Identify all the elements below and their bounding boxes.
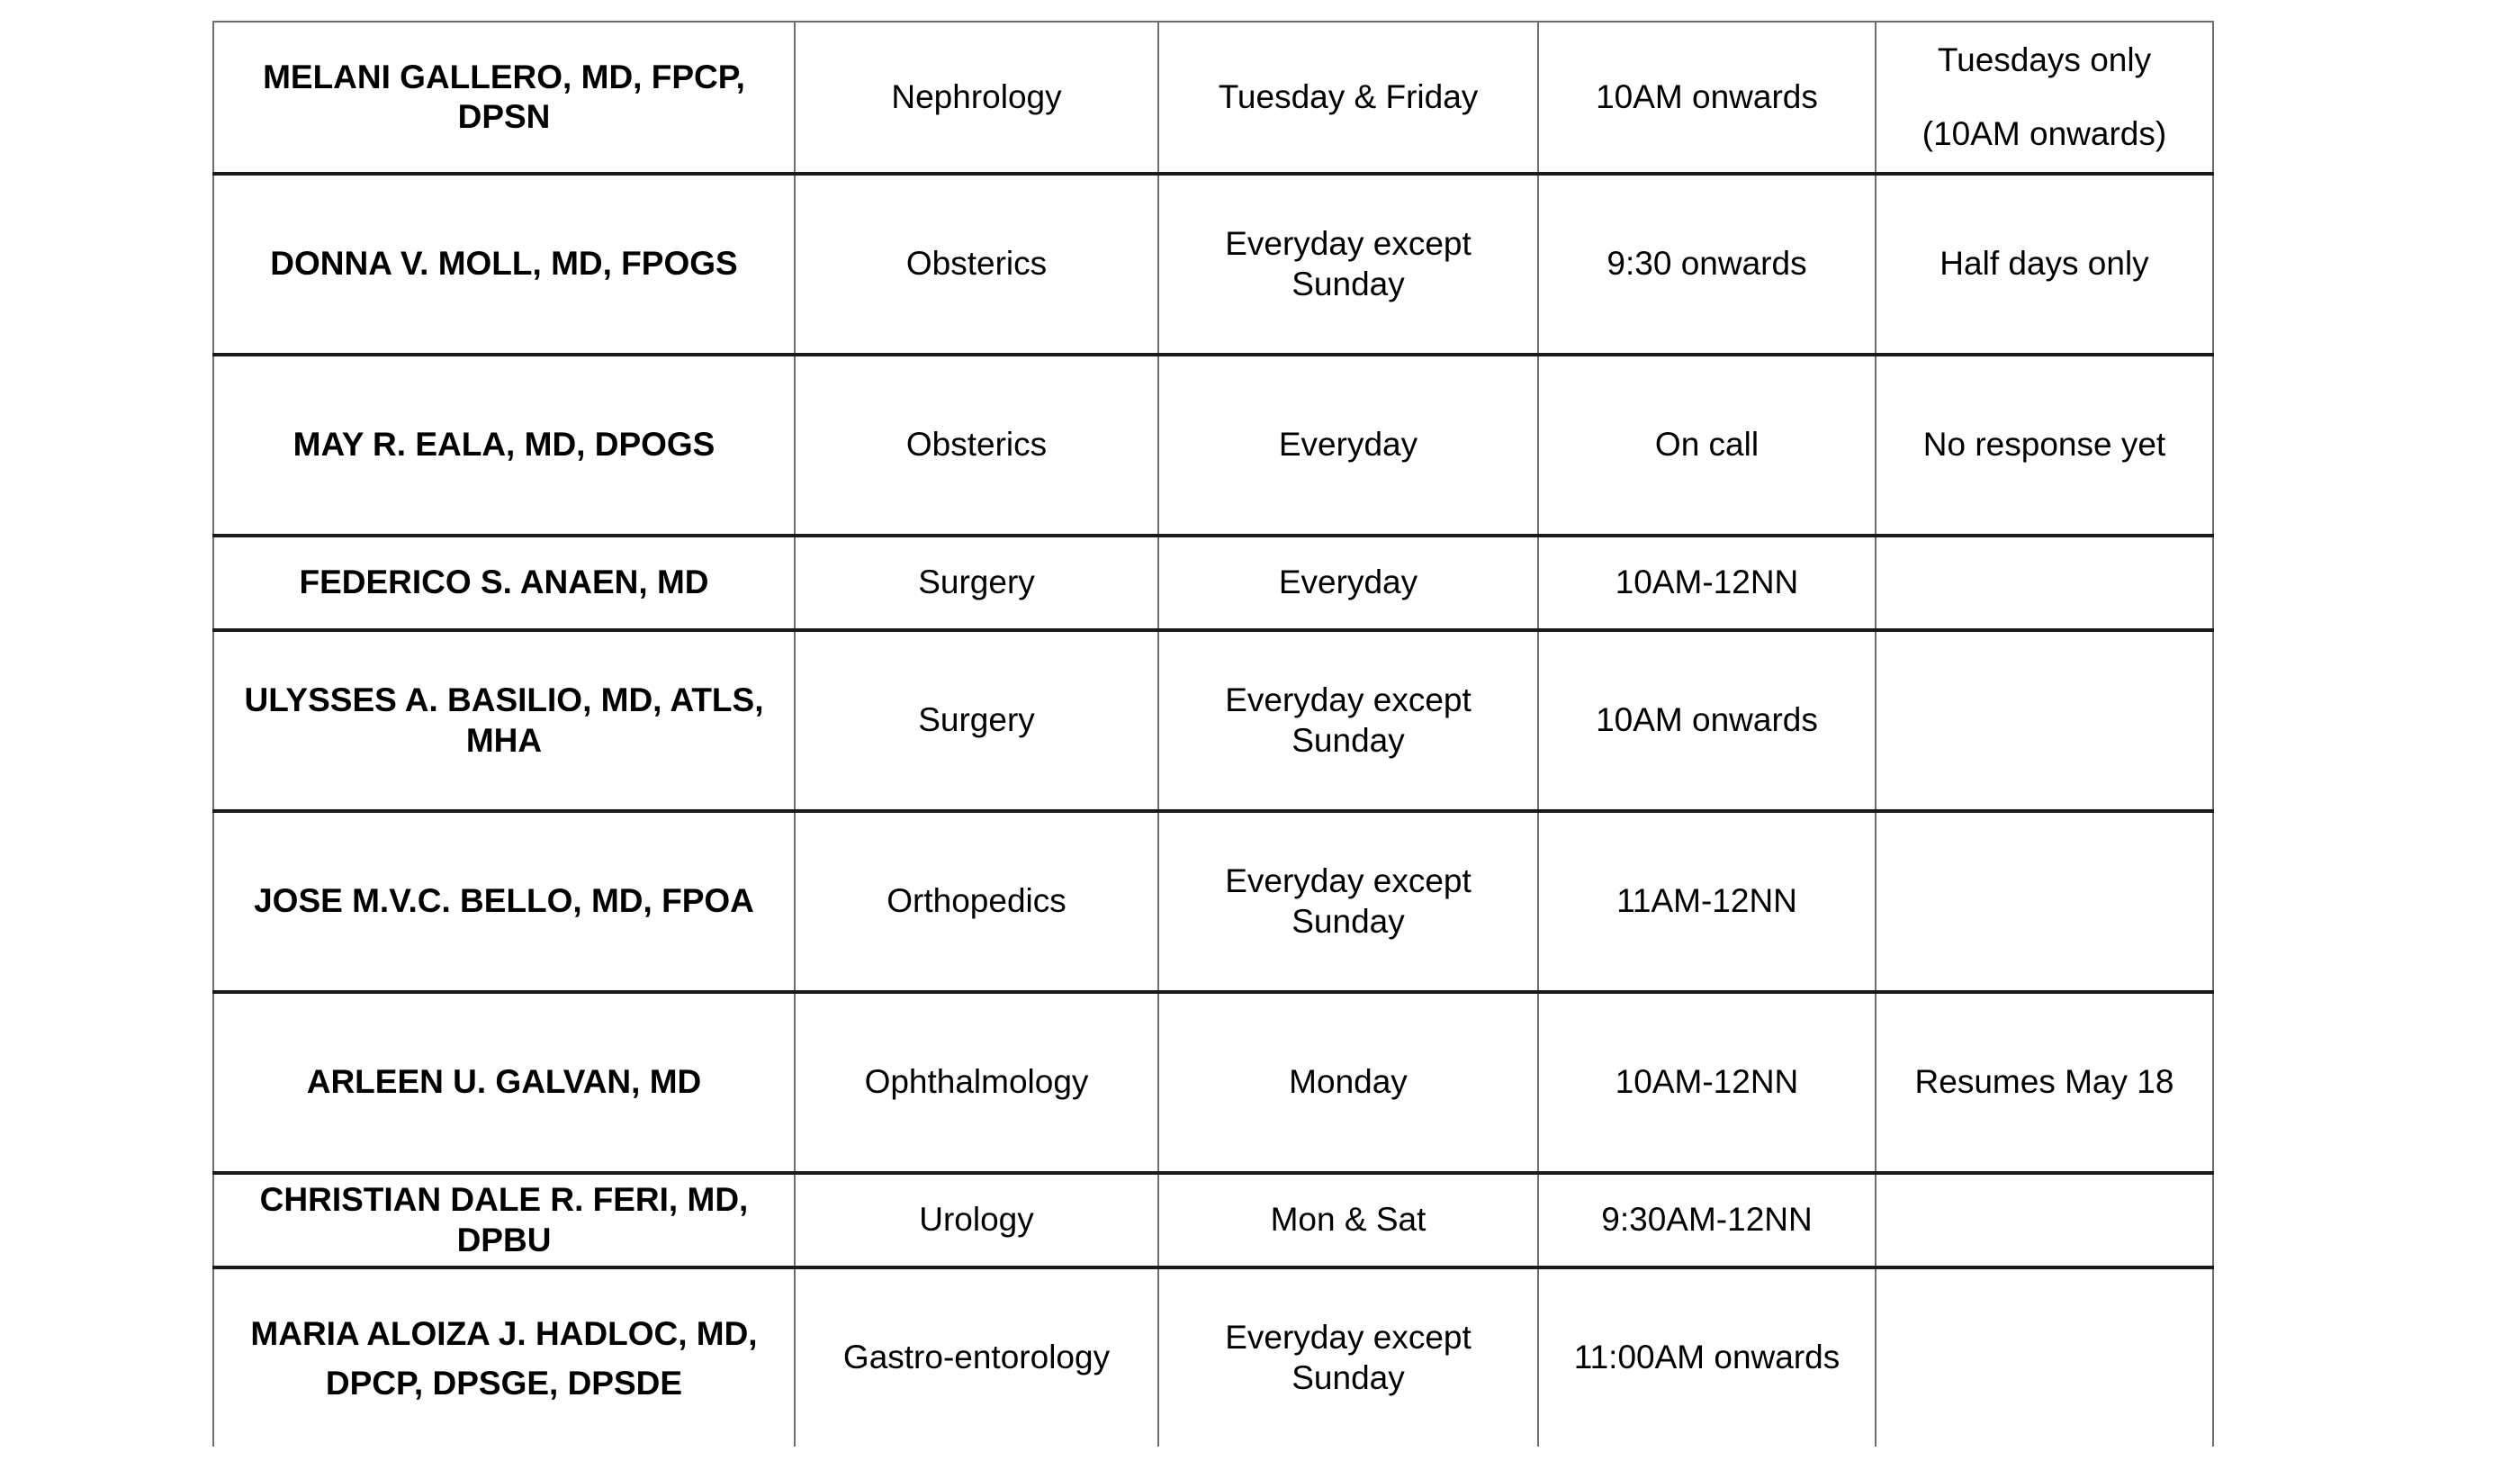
time-cell: 9:30AM-12NN bbox=[1538, 1173, 1876, 1267]
specialty-cell: Obsterics bbox=[795, 174, 1158, 355]
table-row bbox=[213, 630, 2213, 811]
specialty-cell: Ophthalmology bbox=[795, 992, 1158, 1173]
doctor-name-cell: JOSE M.V.C. BELLO, MD, FPOA bbox=[213, 811, 795, 992]
doctor-name-cell: ULYSSES A. BASILIO, MD, ATLS, MHA bbox=[213, 630, 795, 811]
doctor-name-cell: DONNA V. MOLL, MD, FPOGS bbox=[213, 174, 795, 355]
doctor-name-cell: FEDERICO S. ANAEN, MD bbox=[213, 536, 795, 630]
days-cell: Everyday bbox=[1158, 355, 1538, 536]
notes-line: (10AM onwards) bbox=[1922, 115, 2167, 152]
doctor-name-cell bbox=[213, 1267, 795, 1447]
specialty-cell: Obsterics bbox=[795, 355, 1158, 536]
table-row bbox=[213, 1173, 2213, 1267]
notes-line: Tuesdays only bbox=[1937, 41, 2152, 78]
days-cell: Everyday except Sunday bbox=[1158, 174, 1538, 355]
days-cell: Everyday except Sunday bbox=[1158, 1267, 1538, 1447]
notes-cell bbox=[1876, 1267, 2213, 1447]
doctor-name-line: MARIA ALOIZA J. HADLOC, MD, bbox=[250, 1314, 758, 1352]
days-cell: Monday bbox=[1158, 992, 1538, 1173]
specialty-cell: Urology bbox=[795, 1173, 1158, 1267]
time-cell: 10AM-12NN bbox=[1538, 536, 1876, 630]
doctor-schedule-table bbox=[212, 21, 2214, 1447]
notes-cell: Resumes May 18 bbox=[1876, 992, 2213, 1173]
table-row bbox=[213, 22, 2213, 174]
time-cell: 10AM onwards bbox=[1538, 22, 1876, 174]
notes-cell bbox=[1876, 536, 2213, 630]
table-row bbox=[213, 355, 2213, 536]
notes-cell bbox=[1876, 22, 2213, 174]
doctor-name-cell: CHRISTIAN DALE R. FERI, MD, DPBU bbox=[213, 1173, 795, 1267]
doctor-name-cell: ARLEEN U. GALVAN, MD bbox=[213, 992, 795, 1173]
notes-cell bbox=[1876, 630, 2213, 811]
time-cell: 10AM onwards bbox=[1538, 630, 1876, 811]
notes-cell bbox=[1876, 1173, 2213, 1267]
doctor-name-line: DPCP, DPSGE, DPSDE bbox=[325, 1364, 683, 1402]
time-cell: 11:00AM onwards bbox=[1538, 1267, 1876, 1447]
specialty-cell: Orthopedics bbox=[795, 811, 1158, 992]
table-row bbox=[213, 174, 2213, 355]
time-cell: 9:30 onwards bbox=[1538, 174, 1876, 355]
table-row bbox=[213, 536, 2213, 630]
notes-cell: No response yet bbox=[1876, 355, 2213, 536]
notes-cell bbox=[1876, 811, 2213, 992]
notes-cell: Half days only bbox=[1876, 174, 2213, 355]
specialty-cell: Gastro-entorology bbox=[795, 1267, 1158, 1447]
time-cell: 10AM-12NN bbox=[1538, 992, 1876, 1173]
specialty-cell: Nephrology bbox=[795, 22, 1158, 174]
days-cell: Everyday bbox=[1158, 536, 1538, 630]
time-cell: 11AM-12NN bbox=[1538, 811, 1876, 992]
days-cell: Tuesday & Friday bbox=[1158, 22, 1538, 174]
specialty-cell: Surgery bbox=[795, 536, 1158, 630]
specialty-cell: Surgery bbox=[795, 630, 1158, 811]
time-cell: On call bbox=[1538, 355, 1876, 536]
days-cell: Everyday except Sunday bbox=[1158, 630, 1538, 811]
table-row bbox=[213, 992, 2213, 1173]
table-row bbox=[213, 1267, 2213, 1447]
table-row bbox=[213, 811, 2213, 992]
days-cell: Everyday except Sunday bbox=[1158, 811, 1538, 992]
days-cell: Mon & Sat bbox=[1158, 1173, 1538, 1267]
doctor-name-cell: MAY R. EALA, MD, DPOGS bbox=[213, 355, 795, 536]
doctor-name-cell: MELANI GALLERO, MD, FPCP, DPSN bbox=[213, 22, 795, 174]
